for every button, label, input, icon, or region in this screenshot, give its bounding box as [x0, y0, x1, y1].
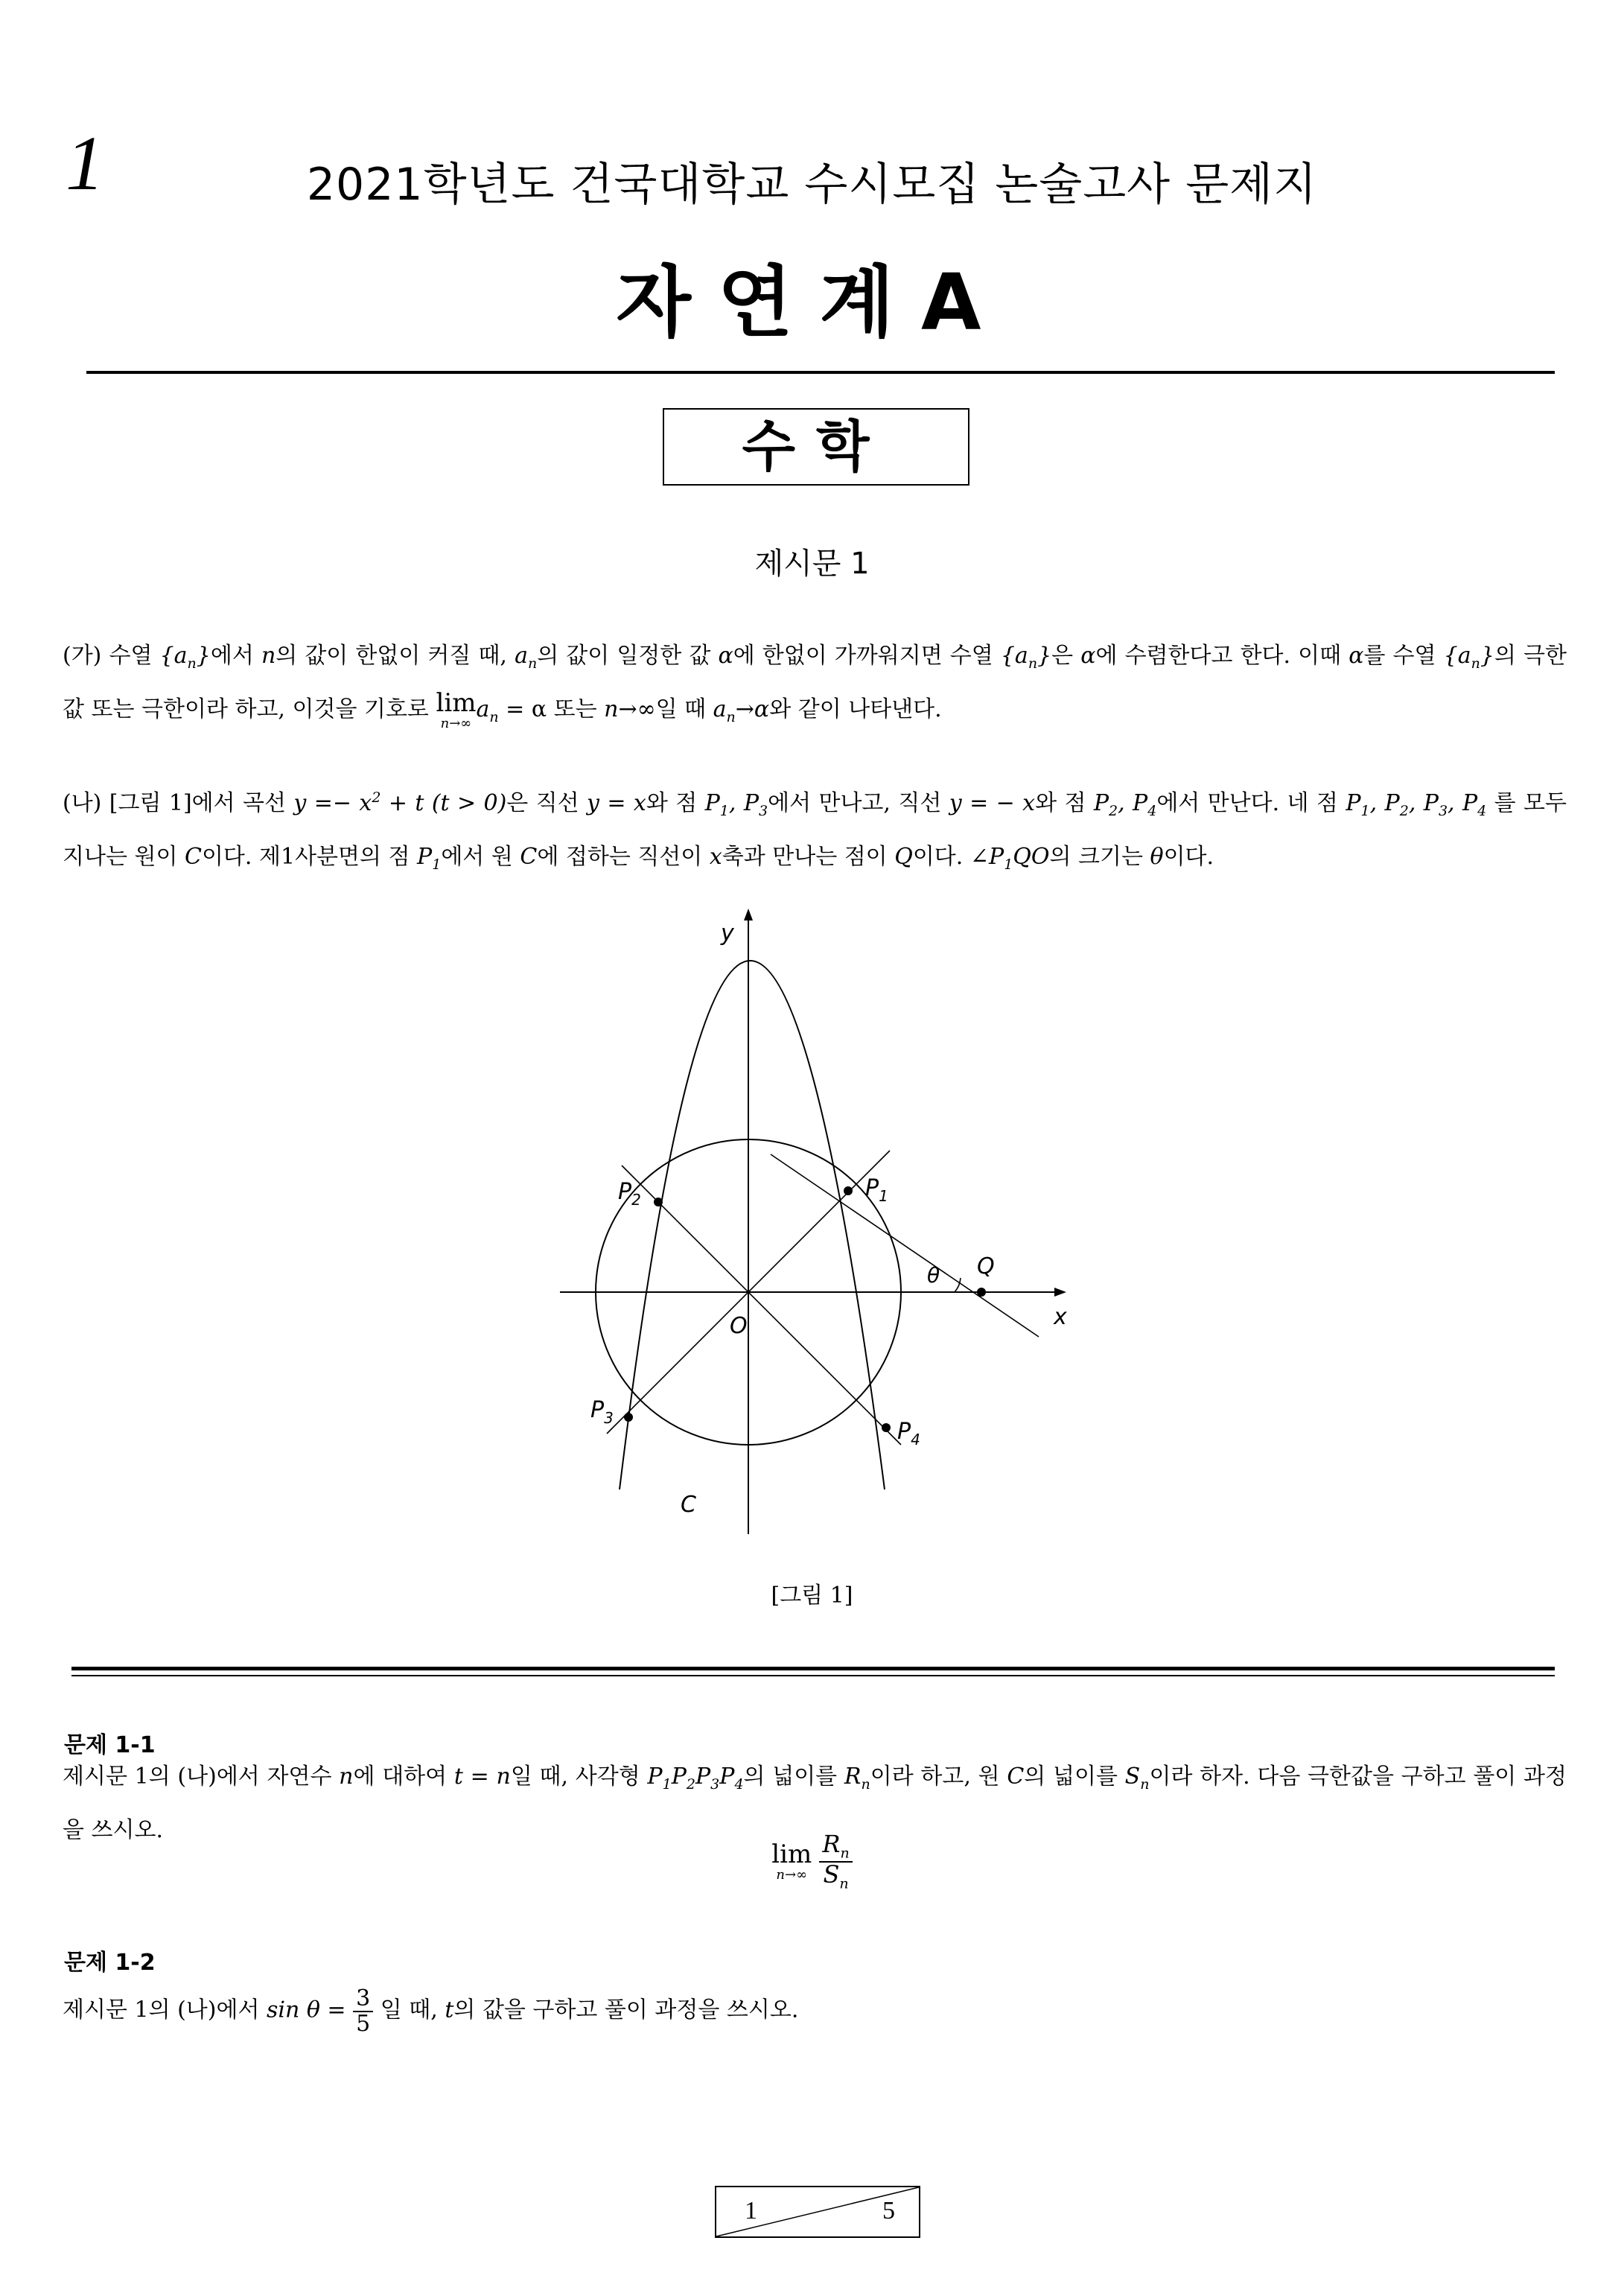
label-P2: $P_2$	[618, 1179, 641, 1209]
figure-1	[521, 894, 1117, 1549]
label-O: O	[730, 1313, 748, 1339]
label-P1: $P_1$	[865, 1175, 888, 1205]
label-C: C	[681, 1492, 696, 1518]
track-title: 자연계A	[616, 257, 1008, 348]
point-P1	[844, 1186, 853, 1195]
label-Q: Q	[977, 1253, 995, 1279]
subject-box: 수학	[663, 408, 969, 486]
limit-expression: lim n→∞	[436, 688, 477, 731]
label-P4: $P_4$	[897, 1419, 920, 1448]
x-axis-arrow	[1054, 1288, 1066, 1297]
page-current: 1	[745, 2197, 757, 2225]
question-1-1-text: 제시문 1의 (나)에서 자연수 n에 대하여 t = n일 때, 사각형 $P_1P_2P_3P_4$의 넓이를 $R_n$이라 하고, 원 C의 넓이를 $S_n$이라 하자. 다음 극한값을 구하고 풀이 과정을 쓰시오.	[63, 1764, 1567, 1843]
question-1-2-title: 문제 1-2	[64, 1950, 156, 1976]
point-P4	[882, 1423, 891, 1432]
page-indicator	[715, 2186, 920, 2238]
question-1-2-text: 제시문 1의 (나)에서 sin θ = $\frac{3}{5}$ 일 때, t의 값을 구하고 풀이 과정을 쓰시오.	[63, 1985, 799, 2037]
passage-na: (나) [그림 1]에서 곡선 $y =- x^2 + t$ (t > 0)은 직선 y = x와 점 $P_1$, $P_3$에서 만나고, 직선 y = − x와 점 $P_2$, $P_4$에서 만난다. 네 점 $P_1$, $P_2$, $P_3$, $P_4$ 를 모두 지나는 원이 C이다. 제1사분면의 점 $P_1$에서 원 C에 접하는 직선이 x축과 만나는 점이 Q이다. $\angle P_1QO$의 크기는 θ이다.	[63, 789, 1567, 873]
page-total: 5	[882, 2197, 895, 2225]
label-y: y	[721, 920, 734, 947]
divider	[71, 1675, 1555, 1676]
point-P2	[654, 1198, 663, 1206]
divider	[71, 1667, 1555, 1670]
label-P3: $P_3$	[590, 1397, 614, 1427]
figure-caption: [그림 1]	[771, 1583, 853, 1609]
tangent-line	[771, 1154, 1039, 1337]
label-theta: θ	[927, 1263, 940, 1288]
point-Q	[977, 1288, 986, 1297]
passage-ga: (가) 수열 $\{a_n\}$에서 n의 값이 한없이 커질 때, $a_n$의 값이 일정한 값 α에 한없이 가까워지면 수열 $\{a_n\}$은 α에 수렴한다고 한다. 이때 α를 수열 $\{a_n\}$의 극한값 또는 극한이라 하고, 이것을 기호로 lim n→∞ $a_n = \alpha$ 또는 n→∞일 때 $a_n\to\alpha$와 같이 나타낸다.	[63, 643, 1567, 731]
y-axis-arrow	[744, 909, 753, 920]
page-number: 1	[66, 121, 104, 206]
passage-label: 제시문 1	[754, 547, 870, 581]
divider	[86, 371, 1555, 374]
limit-formula: lim n→∞ $\frac{R_n}{S_n}$	[0, 1832, 1624, 1892]
question-1-1-title: 문제 1-1	[64, 1732, 156, 1758]
label-x: x	[1054, 1304, 1067, 1330]
exam-title: 2021학년도 건국대학교 수시모집 논술고사 문제지	[306, 159, 1318, 211]
point-P3	[624, 1413, 633, 1422]
